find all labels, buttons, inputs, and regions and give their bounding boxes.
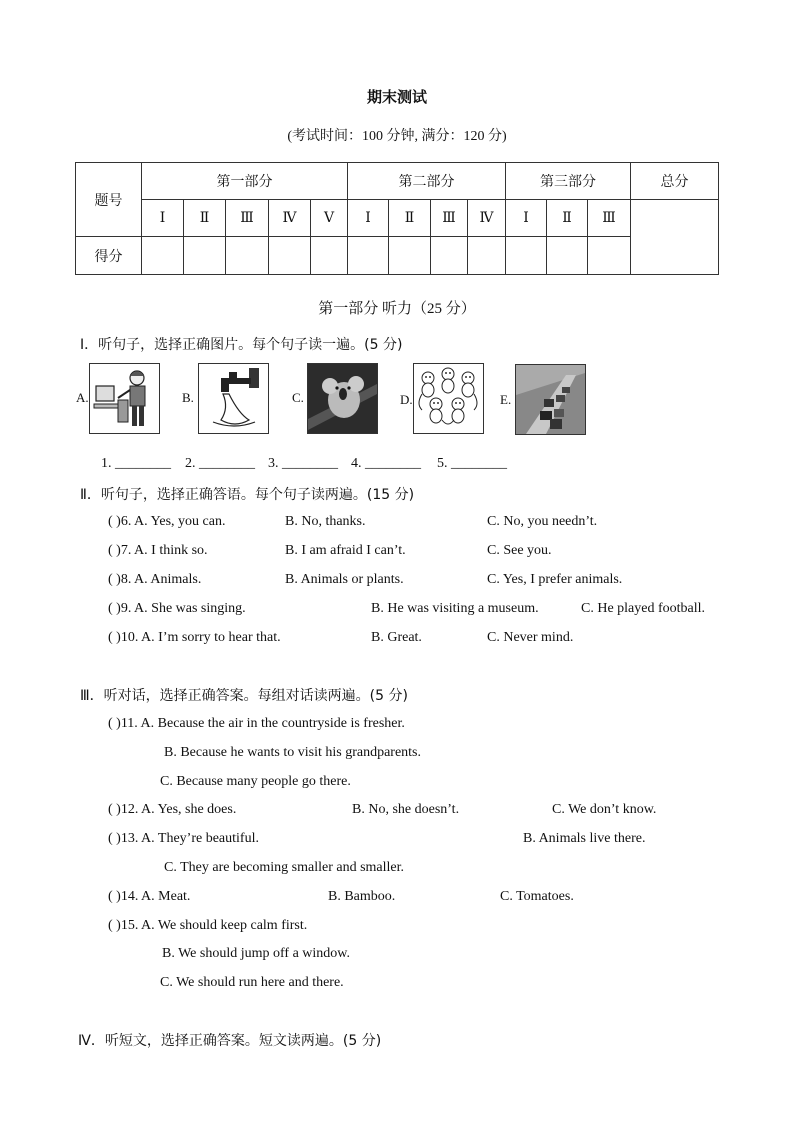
image-label-d: D. — [400, 392, 413, 407]
option-11b: B. Because he wants to visit his grandparents. — [164, 745, 422, 760]
section-3-heading: Ⅲ．听对话，选择正确答案。每组对话读两遍。(5 分) — [80, 688, 408, 704]
option-10c: C. Never mind. — [487, 630, 574, 645]
section-1-heading: Ⅰ．听句子，选择正确图片。每个句子读一遍。(5 分) — [80, 337, 403, 353]
page-title: 期末测试 — [366, 88, 427, 106]
traffic-jam-photo-icon — [515, 364, 586, 435]
col-p1-2: Ⅱ — [184, 200, 226, 237]
score-table — [75, 162, 719, 275]
col-p3-2: Ⅱ — [547, 200, 588, 237]
section-2-heading: Ⅱ．听句子，选择正确答语。每个句子读两遍。(15 分) — [80, 487, 415, 503]
score-cell[interactable] — [506, 237, 547, 275]
option-6b: B. No, thanks. — [285, 514, 366, 529]
option-15c: C. We should run here and there. — [160, 975, 344, 990]
image-label-c: C. — [292, 390, 304, 405]
col-p3-3: Ⅲ — [588, 200, 631, 237]
col-p1-1: Ⅰ — [142, 200, 184, 237]
option-15b: B. We should jump off a window. — [162, 946, 350, 961]
option-8b: B. Animals or plants. — [285, 572, 404, 587]
option-13b: B. Animals live there. — [523, 831, 646, 846]
header-total: 总分 — [631, 163, 719, 200]
part-1-heading: 第一部分 听力（25 分） — [318, 301, 476, 317]
header-part-3: 第三部分 — [506, 163, 631, 200]
header-question-number: 题号 — [76, 163, 142, 237]
total-score-cell[interactable] — [631, 200, 719, 275]
col-p2-3: Ⅲ — [431, 200, 468, 237]
answer-blank-4[interactable]: 4. ________ — [351, 456, 421, 471]
option-14b: B. Bamboo. — [328, 889, 396, 904]
question-8: ( )8. A. Animals. — [108, 572, 202, 587]
score-cell[interactable] — [226, 237, 269, 275]
col-p2-1: Ⅰ — [348, 200, 389, 237]
question-12: ( )12. A. Yes, she does. — [108, 802, 237, 817]
option-9b: B. He was visiting a museum. — [371, 601, 539, 616]
question-10: ( )10. A. I’m sorry to hear that. — [108, 630, 281, 645]
score-cell[interactable] — [389, 237, 431, 275]
score-cell[interactable] — [468, 237, 506, 275]
header-part-2: 第二部分 — [348, 163, 506, 200]
score-cell[interactable] — [547, 237, 588, 275]
option-12c: C. We don’t know. — [552, 802, 657, 817]
answer-blank-2[interactable]: 2. ________ — [185, 456, 255, 471]
monkeys-icon — [413, 363, 484, 434]
col-p2-2: Ⅱ — [389, 200, 431, 237]
koala-photo-icon — [307, 363, 378, 434]
answer-blank-3[interactable]: 3. ________ — [268, 456, 338, 471]
col-p3-1: Ⅰ — [506, 200, 547, 237]
score-cell[interactable] — [311, 237, 348, 275]
col-p1-5: Ⅴ — [311, 200, 348, 237]
header-score: 得分 — [76, 237, 142, 275]
image-label-e: E. — [500, 392, 512, 407]
exam-info: (考试时间：100 分钟, 满分：120 分) — [287, 129, 507, 144]
option-9c: C. He played football. — [581, 601, 706, 616]
option-11c: C. Because many people go there. — [160, 774, 351, 789]
man-at-computer-icon — [89, 363, 160, 434]
option-12b: B. No, she doesn’t. — [352, 802, 460, 817]
image-label-b: B. — [182, 390, 194, 405]
option-7c: C. See you. — [487, 543, 552, 558]
option-8c: C. Yes, I prefer animals. — [487, 572, 623, 587]
question-15: ( )15. A. We should keep calm first. — [108, 918, 308, 933]
score-cell[interactable] — [588, 237, 631, 275]
question-6: ( )6. A. Yes, you can. — [108, 514, 226, 529]
option-6c: C. No, you needn’t. — [487, 514, 598, 529]
score-cell[interactable] — [348, 237, 389, 275]
question-11: ( )11. A. Because the air in the countryside is fresher. — [108, 716, 405, 731]
question-7: ( )7. A. I think so. — [108, 543, 208, 558]
section-4-heading: Ⅳ．听短文，选择正确答案。短文读两遍。(5 分) — [78, 1033, 382, 1049]
image-label-a: A. — [76, 390, 89, 405]
score-cell[interactable] — [431, 237, 468, 275]
score-cell[interactable] — [184, 237, 226, 275]
option-13c: C. They are becoming smaller and smaller. — [164, 860, 405, 875]
water-tap-icon — [198, 363, 269, 434]
col-p1-3: Ⅲ — [226, 200, 269, 237]
score-cell[interactable] — [142, 237, 184, 275]
answer-blank-5[interactable]: 5. ________ — [437, 456, 507, 471]
col-p2-4: Ⅳ — [468, 200, 506, 237]
question-9: ( )9. A. She was singing. — [108, 601, 246, 616]
answer-blank-1[interactable]: 1. ________ — [101, 456, 171, 471]
question-13: ( )13. A. They’re beautiful. — [108, 831, 259, 846]
option-10b: B. Great. — [371, 630, 422, 645]
col-p1-4: Ⅳ — [269, 200, 311, 237]
header-part-1: 第一部分 — [142, 163, 348, 200]
score-cell[interactable] — [269, 237, 311, 275]
option-14c: C. Tomatoes. — [500, 889, 574, 904]
option-7b: B. I am afraid I can’t. — [285, 543, 406, 558]
question-14: ( )14. A. Meat. — [108, 889, 191, 904]
